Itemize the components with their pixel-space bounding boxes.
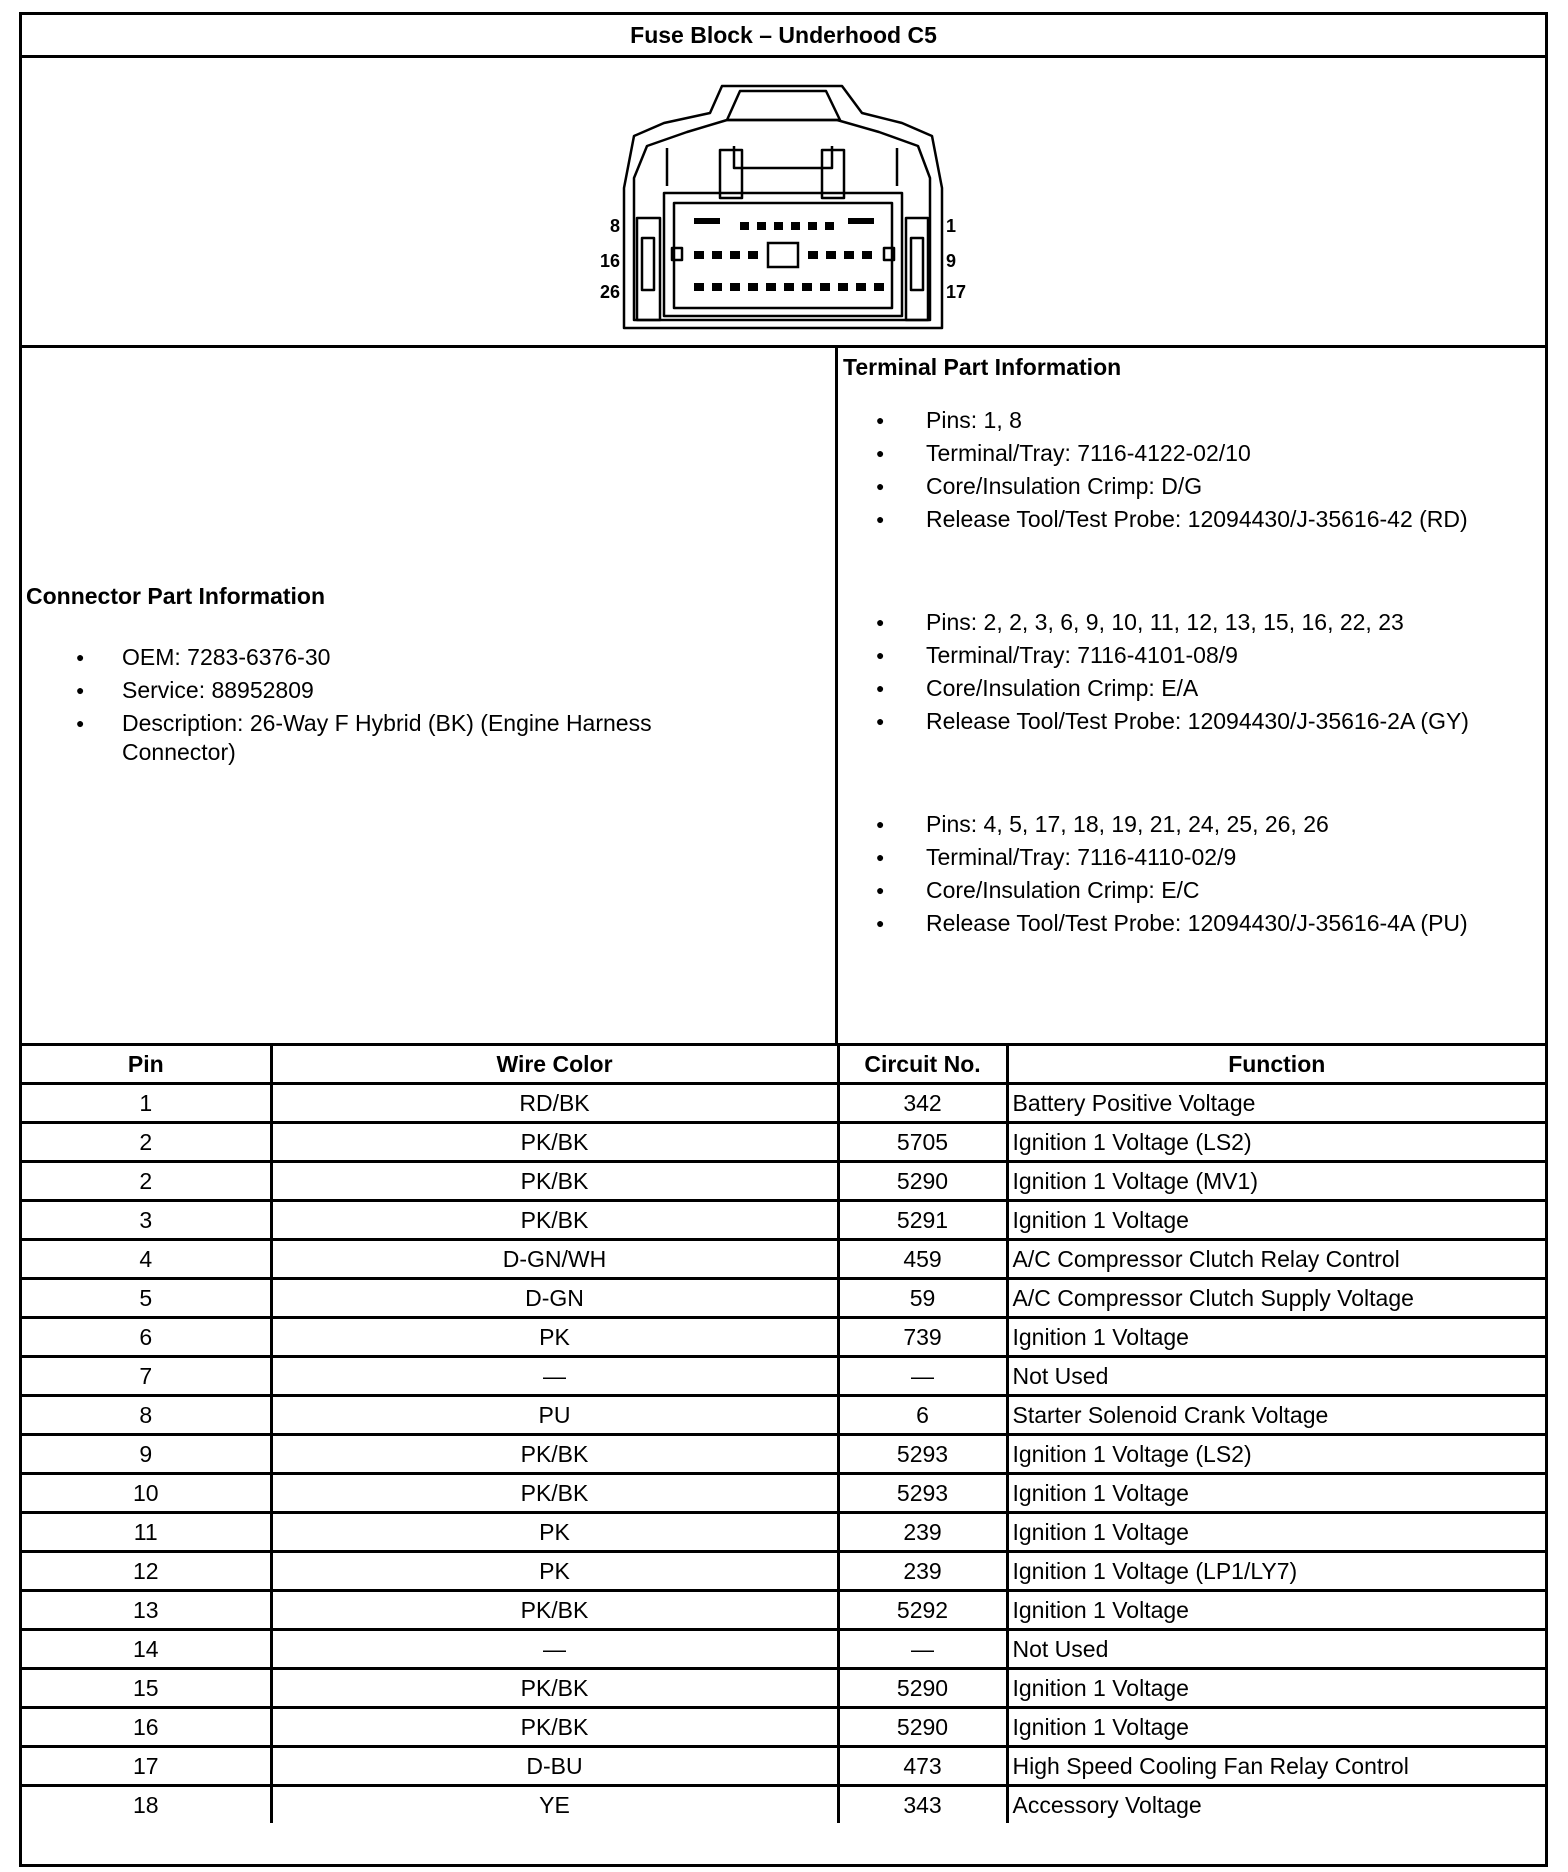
cell-wire-color: D-GN/WH [271,1240,838,1279]
terminal-info-heading: Terminal Part Information [843,354,1122,380]
cell-circuit-no: 6 [838,1396,1007,1435]
cell-pin: 15 [22,1669,271,1708]
cell-wire-color: PK/BK [271,1201,838,1240]
cavity-row-1 [694,218,874,230]
table-header-row [22,1045,1545,1084]
table-row [22,1162,1545,1201]
cell-function: Ignition 1 Voltage [1007,1474,1545,1513]
cell-pin: 1 [22,1084,271,1123]
table-row [22,1123,1545,1162]
terminal-info-text: Terminal/Tray: 7116-4101-08/9 [926,642,1238,668]
terminal-info-text: Pins: 1, 8 [926,407,1022,433]
page-title: Fuse Block – Underhood C5 [22,15,1545,58]
pin-label-17: 17 [946,282,967,302]
connector-info-item [76,676,732,705]
document-frame [19,12,1548,1867]
cell-pin: 13 [22,1591,271,1630]
table-row [22,1279,1545,1318]
bullet-icon: ● [876,680,885,696]
cell-circuit-no: 239 [838,1552,1007,1591]
table-row [22,1513,1545,1552]
cell-circuit-no: 5292 [838,1591,1007,1630]
cell-wire-color: PK/BK [271,1162,838,1201]
table-row [22,1396,1545,1435]
cell-circuit-no: 59 [838,1279,1007,1318]
connector-housing [624,86,942,328]
cell-pin: 2 [22,1162,271,1201]
bullet-icon: ● [76,715,85,731]
cell-wire-color: — [271,1357,838,1396]
terminal-info-item [876,505,1506,534]
table-row [22,1747,1545,1786]
cell-circuit-no: 739 [838,1318,1007,1357]
bullet-icon: ● [876,849,885,865]
connector-info-text: Service: 88952809 [122,677,314,703]
cell-wire-color: PK [271,1318,838,1357]
cell-wire-color: PK/BK [271,1435,838,1474]
cell-circuit-no: 5290 [838,1669,1007,1708]
header-pin: Pin [22,1045,271,1084]
bullet-icon: ● [876,614,885,630]
cell-function: Ignition 1 Voltage (MV1) [1007,1162,1545,1201]
cell-pin: 14 [22,1630,271,1669]
connector-drawing [22,58,1545,348]
cell-circuit-no: 5705 [838,1123,1007,1162]
cell-pin: 18 [22,1786,271,1824]
cell-wire-color: PU [271,1396,838,1435]
header-wire-color: Wire Color [271,1045,838,1084]
table-row [22,1630,1545,1669]
pin-label-1: 1 [946,216,957,236]
pin-table [22,1043,1545,1823]
table-row [22,1786,1545,1824]
terminal-info-item [876,810,1506,839]
terminal-info-text: Release Tool/Test Probe: 12094430/J-35616-2A (GY) [926,708,1469,734]
terminal-group [876,608,1506,740]
table-row [22,1474,1545,1513]
connector-diagram [22,58,1545,348]
bullet-icon: ● [876,412,885,428]
table-row [22,1318,1545,1357]
cell-function: Battery Positive Voltage [1007,1084,1545,1123]
connector-part-information [22,348,838,1043]
connector-inner-body [634,120,930,320]
bullet-icon: ● [876,816,885,832]
cell-pin: 17 [22,1747,271,1786]
cell-circuit-no: 5291 [838,1201,1007,1240]
terminal-info-item [876,674,1506,703]
bullet-icon: ● [876,478,885,494]
cell-pin: 6 [22,1318,271,1357]
cell-wire-color: PK [271,1552,838,1591]
cell-pin: 5 [22,1279,271,1318]
terminal-info-text: Release Tool/Test Probe: 12094430/J-35616-4A (PU) [926,910,1468,936]
cell-wire-color: RD/BK [271,1084,838,1123]
cavity-row-2 [694,251,872,259]
cell-function: Ignition 1 Voltage [1007,1591,1545,1630]
connector-info-item [76,643,732,672]
cell-function: A/C Compressor Clutch Relay Control [1007,1240,1545,1279]
bullet-icon: ● [876,445,885,461]
cell-function: Ignition 1 Voltage [1007,1669,1545,1708]
cell-function: Not Used [1007,1630,1545,1669]
cell-function: Ignition 1 Voltage [1007,1201,1545,1240]
table-row [22,1084,1545,1123]
table-row [22,1591,1545,1630]
cell-pin: 9 [22,1435,271,1474]
cavity-row-3 [694,283,884,291]
cell-function: Ignition 1 Voltage (LP1/LY7) [1007,1552,1545,1591]
terminal-info-text: Pins: 2, 2, 3, 6, 9, 10, 11, 12, 13, 15, 16, 22, 23 [926,609,1404,635]
pin-label-16: 16 [599,251,620,271]
cell-wire-color: PK/BK [271,1123,838,1162]
header-function: Function [1007,1045,1545,1084]
terminal-info-item [876,843,1506,872]
bullet-icon: ● [76,649,85,665]
terminal-info-text: Pins: 4, 5, 17, 18, 19, 21, 24, 25, 26, 26 [926,811,1329,837]
cell-pin: 12 [22,1552,271,1591]
cell-function: Ignition 1 Voltage (LS2) [1007,1123,1545,1162]
terminal-info-item [876,641,1506,670]
cell-wire-color: — [271,1630,838,1669]
terminal-info-item [876,406,1506,435]
cell-function: Ignition 1 Voltage [1007,1318,1545,1357]
table-row [22,1669,1545,1708]
bullet-icon: ● [876,647,885,663]
terminal-info-text: Core/Insulation Crimp: E/C [926,877,1200,903]
cell-function: Accessory Voltage [1007,1786,1545,1824]
cell-circuit-no: 5293 [838,1474,1007,1513]
cell-pin: 2 [22,1123,271,1162]
table-row [22,1201,1545,1240]
terminal-group [876,810,1506,942]
cell-wire-color: PK/BK [271,1591,838,1630]
pin-label-9: 9 [946,251,957,271]
bullet-icon: ● [876,713,885,729]
terminal-info-item [876,909,1506,938]
terminal-info-item [876,707,1506,736]
terminal-info-text: Terminal/Tray: 7116-4110-02/9 [926,844,1237,870]
cell-wire-color: D-BU [271,1747,838,1786]
cell-circuit-no: 5290 [838,1708,1007,1747]
cell-wire-color: PK/BK [271,1669,838,1708]
pin-label-8: 8 [609,216,620,236]
cell-pin: 16 [22,1708,271,1747]
connector-info-text: OEM: 7283-6376-30 [122,644,331,670]
cell-pin: 7 [22,1357,271,1396]
header-circuit-no: Circuit No. [838,1045,1007,1084]
cell-function: Not Used [1007,1357,1545,1396]
cell-function: Ignition 1 Voltage [1007,1708,1545,1747]
cell-circuit-no: 5290 [838,1162,1007,1201]
table-row [22,1435,1545,1474]
bullet-icon: ● [876,882,885,898]
cell-circuit-no: 5293 [838,1435,1007,1474]
cell-function: Starter Solenoid Crank Voltage [1007,1396,1545,1435]
cell-pin: 4 [22,1240,271,1279]
connector-info-list [76,643,732,771]
cell-function: A/C Compressor Clutch Supply Voltage [1007,1279,1545,1318]
cell-function: Ignition 1 Voltage (LS2) [1007,1435,1545,1474]
cell-wire-color: PK [271,1513,838,1552]
table-row [22,1357,1545,1396]
connector-info-heading: Connector Part Information [26,583,326,609]
pin-label-26: 26 [599,282,620,302]
terminal-info-text: Release Tool/Test Probe: 12094430/J-35616-42 (RD) [926,506,1468,532]
cell-circuit-no: — [838,1357,1007,1396]
connector-info-item [76,709,732,767]
cell-wire-color: PK/BK [271,1708,838,1747]
terminal-info-item [876,439,1506,468]
cell-circuit-no: 342 [838,1084,1007,1123]
cell-pin: 8 [22,1396,271,1435]
cell-pin: 3 [22,1201,271,1240]
cell-circuit-no: 459 [838,1240,1007,1279]
cell-pin: 11 [22,1513,271,1552]
connector-latch [727,91,840,120]
terminal-info-item [876,876,1506,905]
connector-info-text: Description: 26-Way F Hybrid (BK) (Engine Harness Connector) [122,710,652,765]
cell-pin: 10 [22,1474,271,1513]
terminal-group [876,406,1506,538]
terminal-info-text: Core/Insulation Crimp: E/A [926,675,1199,701]
cell-function: High Speed Cooling Fan Relay Control [1007,1747,1545,1786]
terminal-part-information [838,348,1545,1043]
cell-circuit-no: 473 [838,1747,1007,1786]
bullet-icon: ● [876,915,885,931]
table-row [22,1708,1545,1747]
terminal-info-text: Core/Insulation Crimp: D/G [926,473,1203,499]
table-row [22,1240,1545,1279]
cell-circuit-no: 343 [838,1786,1007,1824]
bullet-icon: ● [876,511,885,527]
cell-wire-color: YE [271,1786,838,1824]
cell-wire-color: PK/BK [271,1474,838,1513]
terminal-info-item [876,472,1506,501]
table-row [22,1552,1545,1591]
terminal-info-item [876,608,1506,637]
cell-wire-color: D-GN [271,1279,838,1318]
bullet-icon: ● [76,682,85,698]
terminal-info-text: Terminal/Tray: 7116-4122-02/10 [926,440,1251,466]
cell-circuit-no: 239 [838,1513,1007,1552]
cell-circuit-no: — [838,1630,1007,1669]
cell-function: Ignition 1 Voltage [1007,1513,1545,1552]
